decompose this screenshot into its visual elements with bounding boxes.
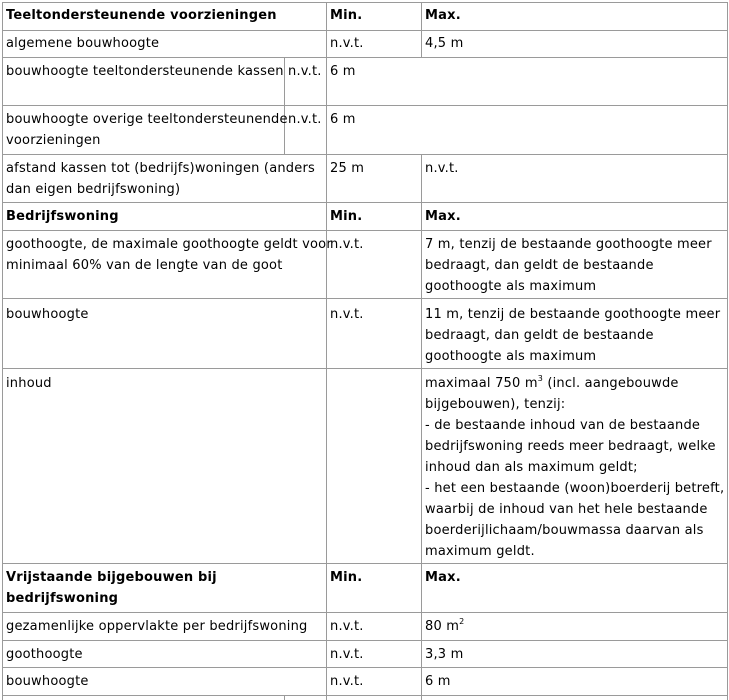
row-label: bouwhoogte [6, 674, 89, 689]
section-header-bijgebouwen: Vrijstaande bijgebouwen bij [6, 570, 217, 585]
superscript: 2 [459, 616, 465, 626]
row-divider [2, 30, 727, 31]
row-label: algemene bouwhoogte [6, 36, 160, 51]
row-max-value: 6 m [425, 674, 451, 689]
row-label: goothoogte, de maximale goothoogte geldt voor [6, 237, 332, 252]
row-max-value [425, 373, 679, 394]
column-header-max: Max. [425, 570, 461, 585]
max-text: 80 m [425, 619, 460, 634]
row-label: goothoogte [6, 647, 83, 662]
column-divider [326, 57, 327, 155]
row-divider [2, 57, 727, 58]
max-text: maximaal 750 m [425, 376, 538, 391]
superscript: 3 [537, 373, 543, 383]
column-divider [284, 695, 285, 700]
column-divider [421, 695, 422, 700]
row-label: minimaal 60% van de lengte van de goot [6, 258, 283, 273]
section-header-bijgebouwen: bedrijfswoning [6, 591, 119, 606]
row-max-value: 4,5 m [425, 36, 464, 51]
row-min-value: n.v.t. [330, 674, 364, 689]
row-min-value: 25 m [330, 161, 365, 176]
row-max-value: n.v.t. [425, 161, 459, 176]
row-min-value: n.v.t. [288, 112, 322, 127]
row-min-value: n.v.t. [330, 619, 364, 634]
row-max-value: boerderijlichaam/bouwmassa daarvan als [425, 523, 704, 538]
row-max-value [425, 616, 464, 637]
row-divider [2, 368, 727, 369]
row-max-value: maximum geldt. [425, 544, 535, 559]
row-label: afstand kassen tot (bedrijfs)woningen (anders [6, 161, 315, 176]
row-divider [2, 298, 727, 299]
row-divider [2, 105, 727, 106]
row-label: bouwhoogte teeltondersteunende kassen [6, 64, 284, 79]
row-label: gezamenlijke oppervlakte per bedrijfswoning [6, 619, 308, 634]
row-label: bouwhoogte [6, 307, 89, 322]
row-min-value: n.v.t. [330, 647, 364, 662]
column-header-max: Max. [425, 209, 461, 224]
row-min-value: n.v.t. [288, 64, 322, 79]
column-header-min: Min. [330, 209, 363, 224]
row-divider [2, 202, 727, 203]
row-min-value: n.v.t. [330, 237, 364, 252]
row-max-value: 7 m, tenzij de bestaande goothoogte meer [425, 237, 712, 252]
row-max-value: bedraagt, dan geldt de bestaande [425, 258, 654, 273]
row-max-value: bedraagt, dan geldt de bestaande [425, 328, 654, 343]
row-label: voorzieningen [6, 133, 101, 148]
row-divider [2, 695, 727, 696]
row-divider [2, 563, 727, 564]
row-max-value: goothoogte als maximum [425, 279, 597, 294]
column-divider [326, 695, 327, 700]
row-divider [2, 154, 727, 155]
row-label: inhoud [6, 376, 52, 391]
column-header-min: Min. [330, 8, 363, 23]
max-text: (incl. aangebouwde [542, 376, 679, 391]
row-divider [2, 230, 727, 231]
row-label: dan eigen bedrijfswoning) [6, 182, 181, 197]
row-max-value: bijgebouwen), tenzij: [425, 397, 566, 412]
section-header-teelt: Teeltondersteunende voorzieningen [6, 8, 277, 23]
row-divider [2, 612, 727, 613]
row-min-value: n.v.t. [330, 307, 364, 322]
row-max-value: waarbij de inhoud van het hele bestaande [425, 502, 708, 517]
table-border [2, 2, 727, 3]
row-max-value: 6 m [330, 64, 356, 79]
column-header-max: Max. [425, 8, 461, 23]
table-border [2, 2, 3, 700]
row-min-value: n.v.t. [330, 36, 364, 51]
row-divider [2, 640, 727, 641]
column-divider [421, 154, 422, 695]
column-divider [284, 57, 285, 155]
table-border [727, 2, 728, 700]
section-header-bedrijfswoning: Bedrijfswoning [6, 209, 119, 224]
column-divider [326, 2, 327, 58]
row-max-value: 11 m, tenzij de bestaande goothoogte meer [425, 307, 721, 322]
row-divider [2, 667, 727, 668]
row-max-value: - het een bestaande (woon)boerderij betreft, [425, 481, 725, 496]
column-divider [421, 2, 422, 58]
row-max-value: inhoud dan als maximum geldt; [425, 460, 638, 475]
row-max-value: 3,3 m [425, 647, 464, 662]
row-max-value: - de bestaande inhoud van de bestaande [425, 418, 701, 433]
row-max-value: 6 m [330, 112, 356, 127]
row-label: bouwhoogte overige teeltondersteunende [6, 112, 288, 127]
row-max-value: bedrijfswoning reeds meer bedraagt, welke [425, 439, 716, 454]
row-max-value: goothoogte als maximum [425, 349, 597, 364]
column-header-min: Min. [330, 570, 363, 585]
